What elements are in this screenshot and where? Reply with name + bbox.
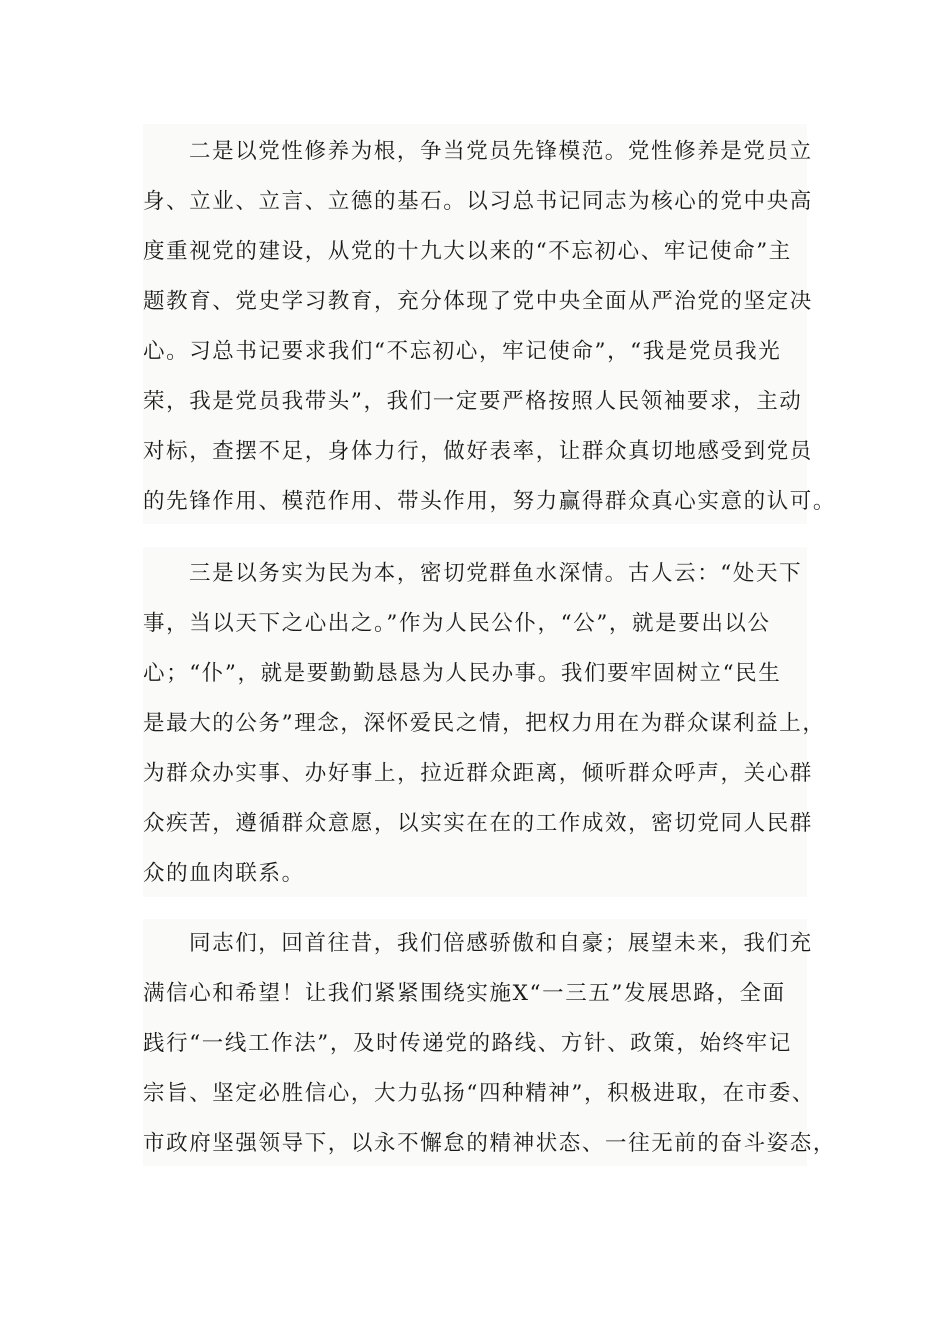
text-line: 三是以务实为民为本，密切党群鱼水深情。古人云：“处天下 bbox=[189, 561, 803, 586]
text-line: 心；“仆”，就是要勤勤恳恳为人民办事。我们要牢固树立“民生 bbox=[143, 661, 782, 686]
text-line: 的先锋作用、模范作用、带头作用，努力赢得群众真心实意的认可。 bbox=[143, 489, 837, 514]
text-line: 事，当以天下之心出之。”作为人民公仆，“公”，就是要出以公 bbox=[143, 611, 771, 636]
text-line: 心。习总书记要求我们“不忘初心，牢记使命”，“我是党员我光 bbox=[143, 339, 782, 364]
paragraph-serve-people bbox=[143, 547, 826, 897]
text-line: 众的血肉联系。 bbox=[143, 861, 305, 886]
text-line: 荣，我是党员我带头”，我们一定要严格按照人民领袖要求，主动 bbox=[143, 389, 803, 414]
text-line: 满信心和希望！让我们紧紧围绕实施X“一三五”发展思路，全面 bbox=[143, 981, 786, 1006]
text-line: 是最大的公务”理念，深怀爱民之情，把权力用在为群众谋利益上， bbox=[143, 711, 826, 736]
text-line: 众疾苦，遵循群众意愿，以实实在在的工作成效，密切党同人民群 bbox=[143, 811, 813, 836]
text-line: 对标，查摆不足，身体力行，做好表率，让群众真切地感受到党员 bbox=[143, 439, 813, 464]
text-line: 践行“一线工作法”，及时传递党的路线、方针、政策，始终牢记 bbox=[143, 1031, 792, 1056]
text-line: 度重视党的建设，从党的十九大以来的“不忘初心、牢记使命”主 bbox=[143, 239, 792, 264]
text-line: 为群众办实事、办好事上，拉近群众距离，倾听群众呼声，关心群 bbox=[143, 761, 813, 786]
text-line: 宗旨、坚定必胜信心，大力弘扬“四种精神”，积极进取，在市委、 bbox=[143, 1081, 815, 1106]
text-line: 市政府坚强领导下，以永不懈怠的精神状态、一往无前的奋斗姿态， bbox=[143, 1131, 837, 1156]
text-line: 二是以党性修养为根，争当党员先锋模范。党性修养是党员立 bbox=[189, 139, 813, 164]
paragraph-party-cultivation bbox=[143, 124, 837, 524]
text-line: 同志们，回首往昔，我们倍感骄傲和自豪；展望未来，我们充 bbox=[189, 931, 813, 956]
paragraph-closing bbox=[143, 919, 837, 1166]
text-line: 题教育、党史学习教育，充分体现了党中央全面从严治党的坚定决 bbox=[143, 289, 813, 314]
text-line: 身、立业、立言、立德的基石。以习总书记同志为核心的党中央高 bbox=[143, 189, 813, 214]
